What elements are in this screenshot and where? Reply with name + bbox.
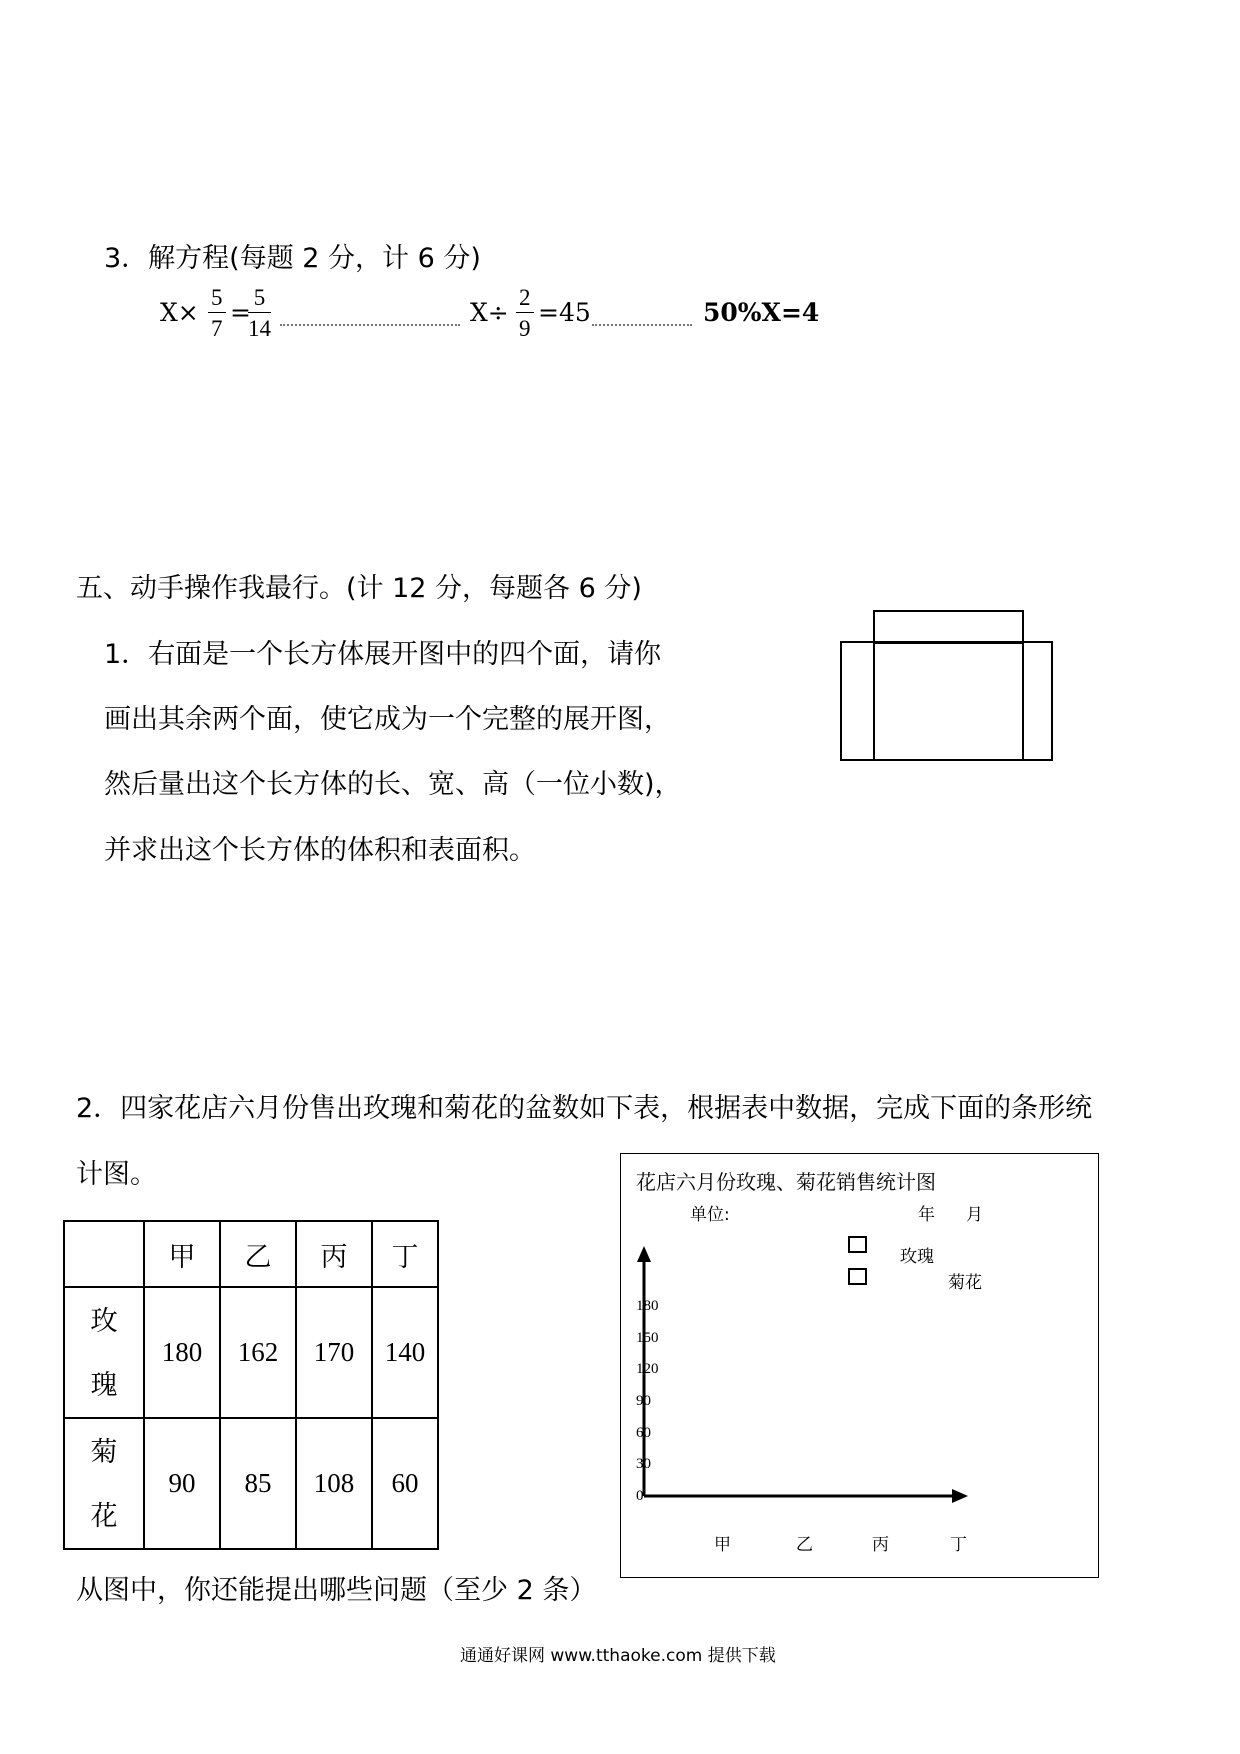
y-tick-label: 180 (636, 1298, 659, 1314)
y-tick-label: 60 (636, 1424, 651, 1441)
y-tick-label: 0 (636, 1488, 644, 1504)
table-cell: 162 (220, 1287, 296, 1418)
eq1-den1: 7 (211, 316, 223, 341)
x-tick-label: 丁 (950, 1535, 967, 1555)
q1-line-4: 并求出这个长方体的体积和表面积。 (104, 835, 536, 866)
table-cell: 90 (144, 1418, 220, 1549)
eq1-prefix: X× (160, 298, 199, 327)
y-tick-label: 150 (636, 1329, 659, 1346)
q2-line-2: 计图。 (76, 1159, 157, 1190)
eq1-num1: 5 (208, 286, 226, 313)
table-row (64, 1287, 438, 1418)
y-tick-label: 90 (636, 1393, 651, 1409)
table-row-label (64, 1418, 144, 1549)
table-cell: 140 (372, 1287, 438, 1418)
eq2-den: 9 (519, 316, 531, 341)
eq1-num2: 5 (248, 286, 271, 313)
table-cell: 85 (220, 1418, 296, 1549)
table-cell: 180 (144, 1287, 220, 1418)
sales-table (63, 1220, 439, 1550)
eq1-den2: 14 (248, 316, 271, 341)
chart-title: 花店六月份玫瑰、菊花销售统计图 (636, 1170, 936, 1194)
y-tick-label: 120 (636, 1361, 659, 1378)
eq2-rest: =45 (538, 298, 591, 327)
table-header-cell: 丁 (372, 1221, 438, 1287)
net-front-face (873, 641, 1024, 761)
dotted-leader-1 (280, 324, 460, 326)
table-header-cell: 甲 (144, 1221, 220, 1287)
eq1-fraction-1 (208, 286, 226, 340)
y-tick-label: 30 (636, 1456, 651, 1473)
table-header-cell: 丙 (296, 1221, 372, 1287)
chart-month-label: 月 (966, 1205, 983, 1225)
q2-line-1: 2．四家花店六月份售出玫瑰和菊花的盆数如下表，根据表中数据，完成下面的条形统 (76, 1093, 1093, 1124)
dotted-leader-2 (592, 324, 692, 326)
q1-line-3: 然后量出这个长方体的长、宽、高（一位小数)， (104, 769, 682, 800)
net-top-face (873, 610, 1024, 644)
eq1-fraction-2 (248, 286, 271, 340)
x-tick-label: 丙 (872, 1535, 889, 1555)
legend-label-chrysanthemum: 菊花 (948, 1273, 982, 1293)
table-cell: 108 (296, 1418, 372, 1549)
table-header-cell: 乙 (220, 1221, 296, 1287)
table-row-label (64, 1287, 144, 1418)
legend-swatch-chrysanthemum (848, 1268, 867, 1285)
section5-heading: 五、动手操作我最行。(计 12 分，每题各 6 分) (76, 573, 642, 604)
page-footer: 通通好课网 www.tthaoke.com 提供下载 (460, 1646, 776, 1666)
eq3: 50%X=4 (703, 298, 820, 327)
table-header-row (64, 1221, 438, 1287)
eq2-prefix: X÷ (470, 298, 509, 327)
chart-unit-label: 单位: (690, 1205, 730, 1225)
q2-followup-question: 从图中，你还能提出哪些问题（至少 2 条） (76, 1575, 597, 1606)
table-corner-cell (64, 1221, 144, 1287)
legend-swatch-rose (848, 1236, 867, 1253)
row-label-bottom: 瑰 (90, 1369, 118, 1400)
q1-line-2: 画出其余两个面，使它成为一个完整的展开图， (104, 704, 671, 735)
eq2-fraction (516, 286, 534, 340)
x-tick-label: 乙 (796, 1535, 813, 1555)
table-cell: 60 (372, 1418, 438, 1549)
eq1-equals: = (230, 298, 251, 327)
legend-label-rose: 玫瑰 (900, 1247, 934, 1267)
x-tick-label: 甲 (714, 1535, 731, 1555)
row-label-bottom: 花 (90, 1500, 118, 1531)
q1-line-1: 1．右面是一个长方体展开图中的四个面，请你 (104, 639, 662, 670)
row-label-top: 菊 (90, 1436, 118, 1467)
table-row (64, 1418, 438, 1549)
row-label-top: 玫 (90, 1305, 118, 1336)
chart-year-label: 年 (918, 1205, 935, 1225)
table-cell: 170 (296, 1287, 372, 1418)
q3-heading: 3．解方程(每题 2 分，计 6 分) (104, 243, 481, 274)
eq2-num: 2 (516, 286, 534, 313)
